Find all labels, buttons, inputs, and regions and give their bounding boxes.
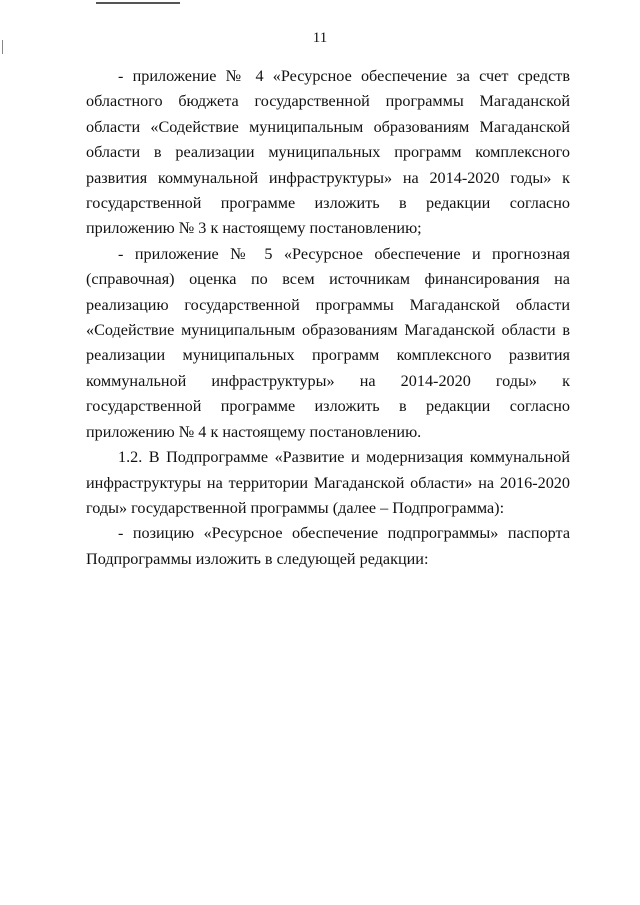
paragraph-subprogram: 1.2. В Подпрограмме «Развитие и модернизация коммунальной инфраструктуры на территории Магаданской области» на 2016-2020 годы» государственной программы (далее – Подпрограмма): <box>86 448 570 517</box>
paragraph-resource-position: - позицию «Ресурсное обеспечение подпрограммы» паспорта Подпрограммы изложить в следующей редакции: <box>86 524 570 568</box>
document-body <box>86 64 570 572</box>
paragraph-appendix-5: - приложение № 5 «Ресурсное обеспечение и прогнозная (справочная) оценка по всем источникам финансирования на реализацию государственной программы Магаданской области «Содействие муниципальным образованиям Магаданской области в реализации муниципальных программ комплексного развития коммунальной инфраструктуры» на 2014-2020 годы» к государственной программе изложить в редакции согласно приложению № 4 к настоящему постановлению. <box>86 244 570 441</box>
paragraph-appendix-4: - приложение № 4 «Ресурсное обеспечение за счет средств областного бюджета государственной программы Магаданской области «Содействие муниципальным образованиям Магаданской области в реализации муниципальных программ комплексного развития коммунальной инфраструктуры» на 2014-2020 годы» к государственной программе изложить в редакции согласно приложению № 3 к настоящему постановлению; <box>86 67 570 238</box>
page-number: 11 <box>312 30 328 46</box>
top-edge-mark <box>96 2 180 4</box>
